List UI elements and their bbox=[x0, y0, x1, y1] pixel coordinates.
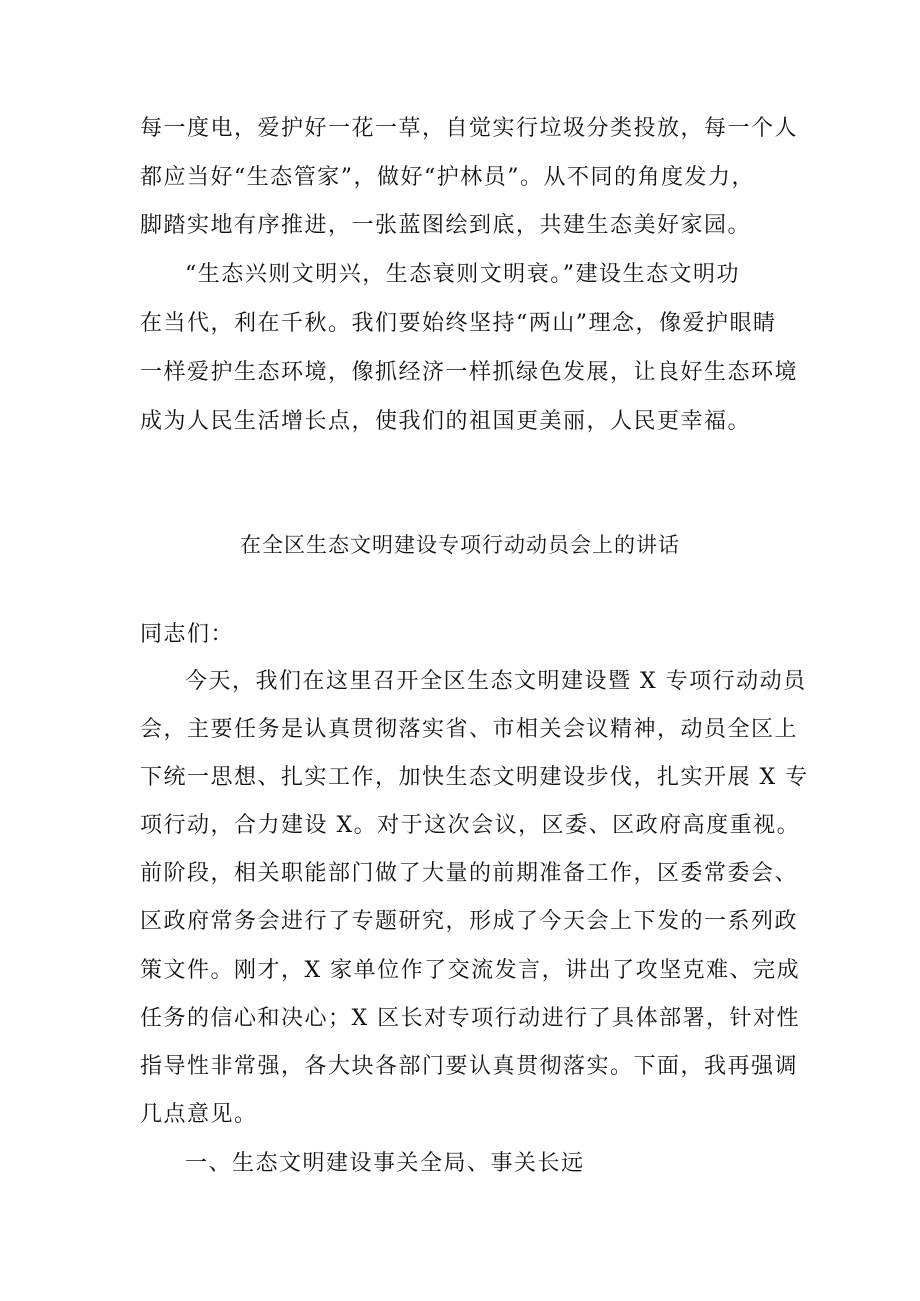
paragraph-line: 脚踏实地有序推进，一张蓝图绘到底，共建生态美好家园。 bbox=[140, 213, 752, 238]
salutation: 同志们： bbox=[140, 622, 235, 647]
paragraph-line: 成为人民生活增长点，使我们的祖国更美丽，人民更幸福。 bbox=[140, 409, 752, 434]
paragraph-line: 下统一思想、扎实工作，加快生态文明建设步伐，扎实开展 X 专 bbox=[140, 765, 809, 790]
paragraph-line: “生态兴则文明兴，生态衰则文明衰。”建设生态文明功 bbox=[185, 262, 740, 287]
paragraph-line: 指导性非常强，各大块各部门要认真贯彻落实。下面，我再强调 bbox=[140, 1054, 799, 1079]
paragraph-line: 在当代，利在千秋。我们要始终坚持“两山”理念，像爱护眼睛 bbox=[140, 311, 777, 336]
paragraph-line: 任务的信心和决心；X 区长对专项行动进行了具体部署，针对性 bbox=[140, 1006, 801, 1031]
paragraph-line: 项行动，合力建设 X。对于这次会议，区委、区政府高度重视。 bbox=[140, 813, 801, 838]
paragraph-line: 区政府常务会进行了专题研究，形成了今天会上下发的一系列政 bbox=[140, 909, 799, 934]
paragraph-line: 今天，我们在这里召开全区生态文明建设暨 X 专项行动动员 bbox=[185, 669, 807, 694]
paragraph-line: 一样爱护生态环境，像抓经济一样抓绿色发展，让良好生态环境 bbox=[140, 360, 799, 385]
section-heading: 一、生态文明建设事关全局、事关长远 bbox=[185, 1151, 585, 1176]
paragraph-line: 都应当好“生态管家”，做好“护林员”。从不同的角度发力， bbox=[140, 165, 755, 190]
paragraph-line: 几点意见。 bbox=[140, 1102, 258, 1127]
paragraph-line: 每一度电，爱护好一花一草，自觉实行垃圾分类投放，每一个人 bbox=[140, 116, 799, 141]
paragraph-line: 会，主要任务是认真贯彻落实省、市相关会议精神，动员全区上 bbox=[140, 717, 799, 742]
paragraph-line: 策文件。刚才，X 家单位作了交流发言，讲出了攻坚克难、完成 bbox=[140, 958, 801, 983]
paragraph-line: 前阶段，相关职能部门做了大量的前期准备工作，区委常委会、 bbox=[140, 861, 799, 886]
speech-title: 在全区生态文明建设专项行动动员会上的讲话 bbox=[240, 533, 680, 557]
